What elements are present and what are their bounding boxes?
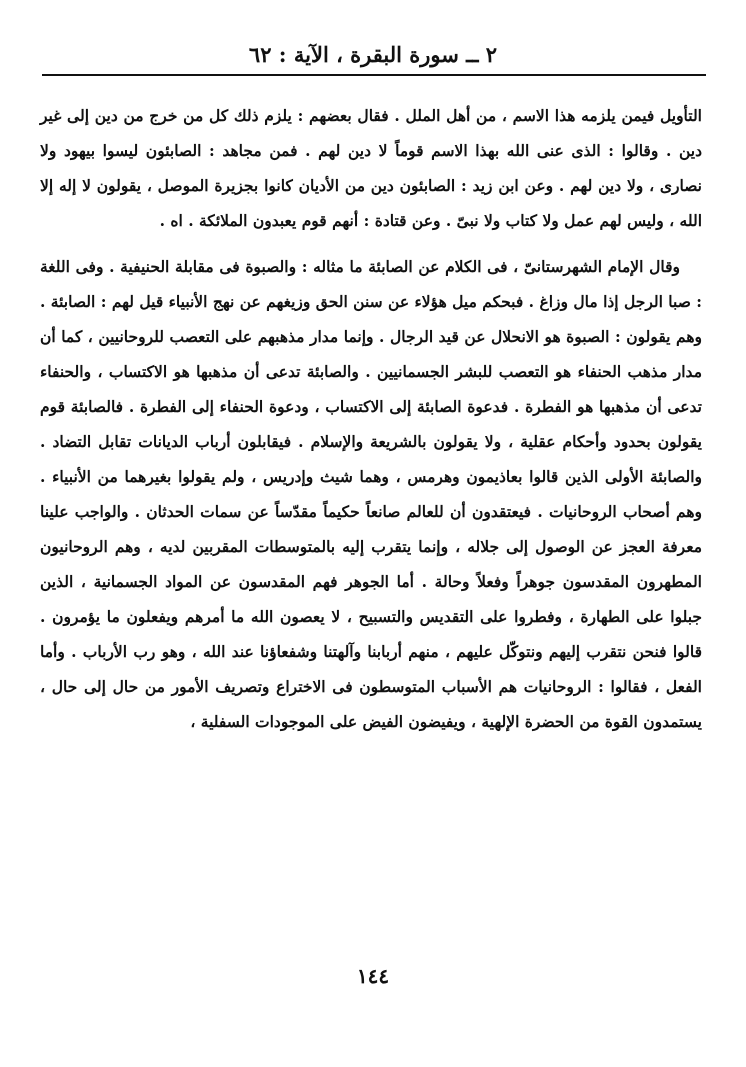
page-body (40, 98, 702, 739)
paragraph-2: وقال الإمام الشهرستانىّ ، فى الكلام عن الصابئة ما مثاله : والصبوة فى مقابلة الحنيفية . وفى اللغة : صبا الرجل إذا مال وزاغ . فبحكم ميل هؤلاء عن سنن الحق وزيغهم عن نهج الأنبياء قيل لهم : الصابئة . وهم يقولون : الصبوة هو الانحلال عن قيد الرجال . وإنما مدار مذهبهم على التعصب للروحانيين ، كما أن مدار مذهب الحنفاء هو التعصب للبشر الجسمانيين . والصابئة تدعى أن مذهبها هو الاكتساب ، والحنفاء تدعى أن مذهبها هو الفطرة . فدعوة الصابئة إلى الاكتساب ، ودعوة الحنفاء إلى الفطرة . فالصابئة قوم يقولون بحدود وأحكام عقلية ، ولا يقولون بالشريعة والإسلام . فيقابلون أرباب الديانات تقابل التضاد . والصابئة الأولى الذين قالوا بعاذيمون وهرمس ، وهما شيث وإدريس ، ولم يقولوا بغيرهما من الأنبياء . وهم أصحاب الروحانيات . فيعتقدون أن للعالم صانعاً حكيماً مقدّساً عن سمات الحدثان . والواجب علينا معرفة العجز عن الوصول إلى جلاله ، وإنما يتقرب إليه بالمتوسطات المقربين لديه ، وهم الروحانيون المطهرون المقدسون جوهراً وفعلاً وحالة . أما الجوهر فهم المقدسون عن المواد الجسمانية ، الذين جبلوا على الطهارة ، وفطروا على التقديس والتسبيح ، لا يعصون الله ما أمرهم ويفعلون ما يؤمرون . قالوا فنحن نتقرب إليهم ونتوكّل عليهم ، منهم أربابنا وآلهتنا وشفعاؤنا عند الله ، وهو رب الأرباب . وأما الفعل ، فقالوا : الروحانيات هم الأسباب المتوسطون فى الاختراع وتصريف الأمور من حال إلى حال ، يستمدون القوة من الحضرة الإلهية ، ويفيضون الفيض على الموجودات السفلية ، (40, 257, 702, 731)
running-header: ٢ ــ سورة البقرة ، الآية : ٦٢ (248, 42, 498, 67)
header-divider (42, 74, 706, 76)
paragraph-1: التأويل فيمن يلزمه هذا الاسم ، من أهل الملل . فقال بعضهم : يلزم ذلك كل من خرج من دين إلى غير دين . وقالوا : الذى عنى الله بهذا الاسم قوماً لا دين لهم . فمن مجاهد : الصابئون ليسوا بيهود ولا نصارى ، ولا دين لهم . وعن ابن زيد : الصابئون دين من الأديان كانوا بجزيرة الموصل ، يقولون لا إله إلا الله ، وليس لهم عمل ولا كتاب ولا نبىّ . وعن قتادة : أنهم قوم يعبدون الملائكة . اه . (40, 106, 702, 230)
page-number: ١٤٤ (356, 964, 390, 988)
